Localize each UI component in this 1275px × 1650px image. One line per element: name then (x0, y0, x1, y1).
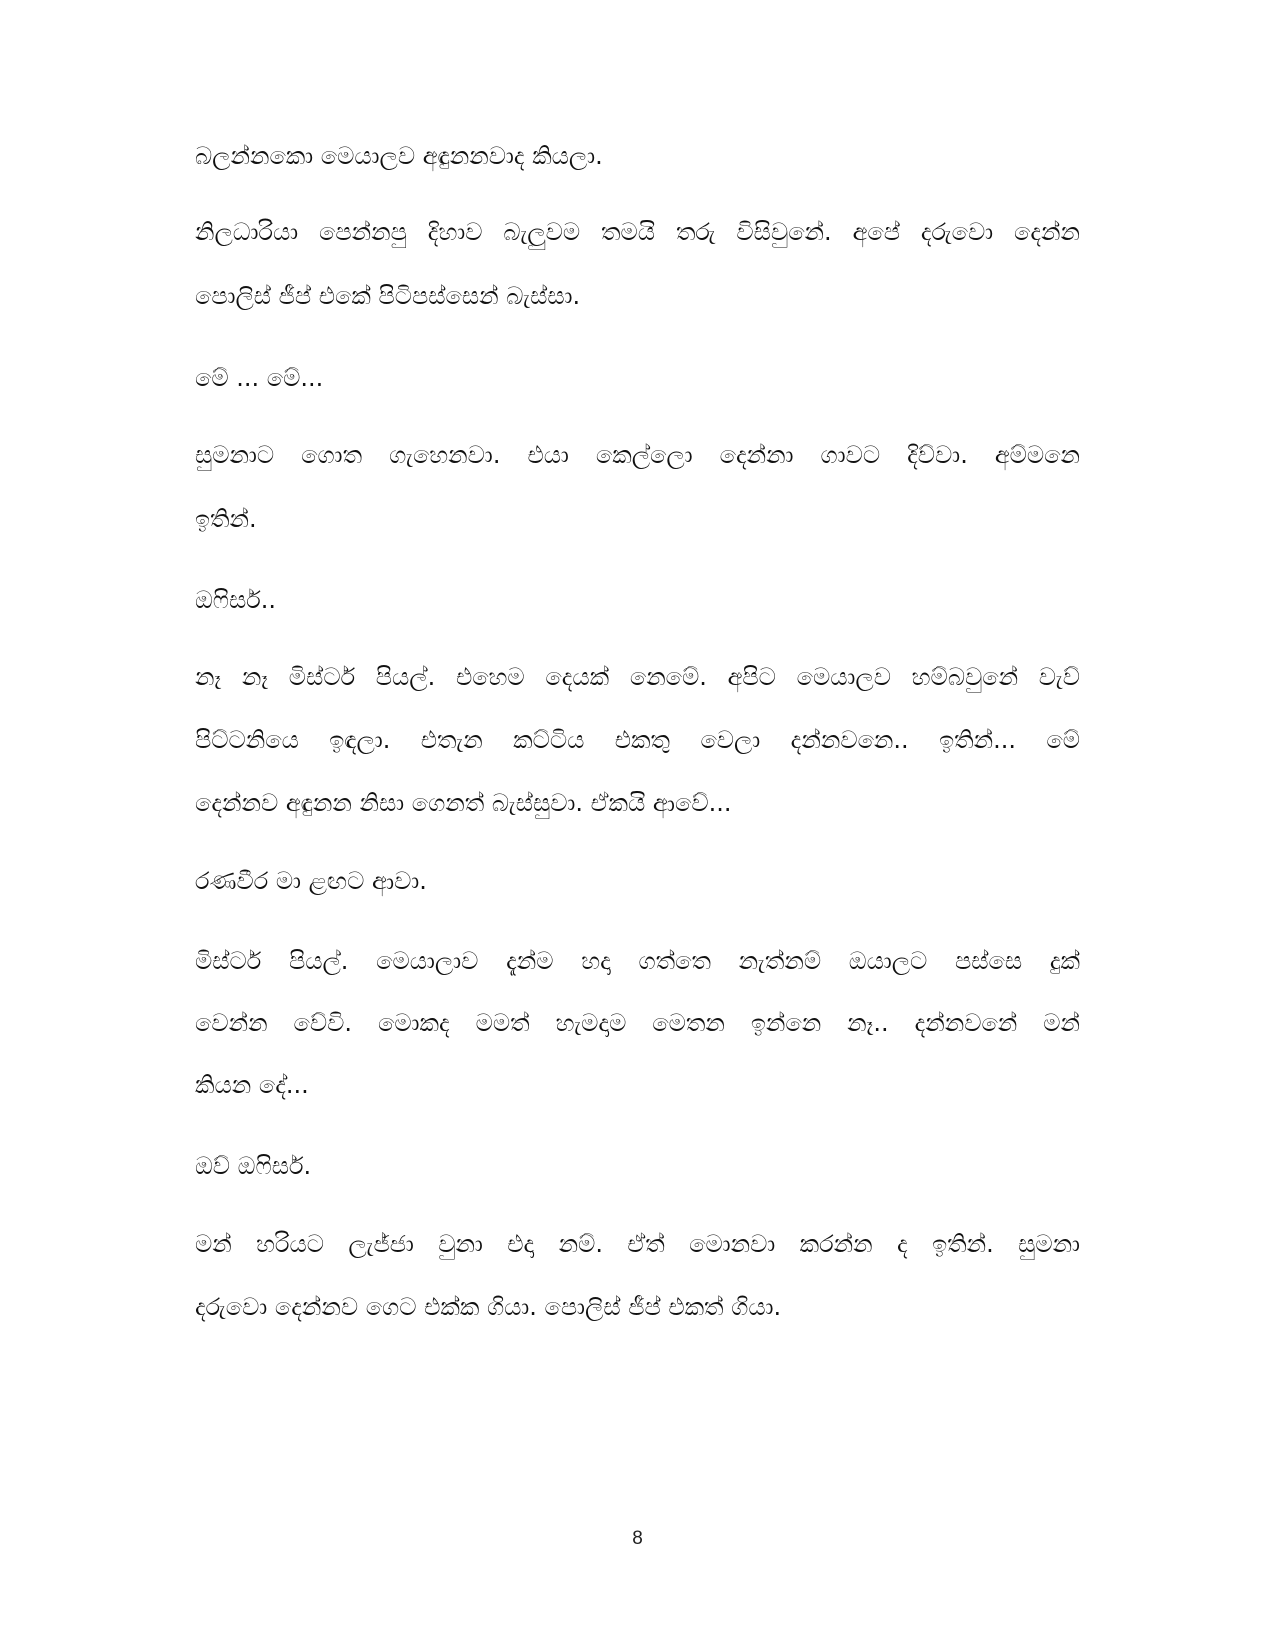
text-line: මේ ... මේ... (195, 364, 324, 392)
text-line: බලන්නකො මෙයාලව අඳුනනවාද කියලා. (195, 142, 603, 170)
text-line: ඉතින්. (195, 505, 257, 533)
text-line: දරුවො දෙන්නව ගෙට එක්ක ගියා. පොලිස් ජීප් එකත් ගියා. (195, 1293, 782, 1321)
text-line: මන් හරියට ලැජ්ජා වුනා එදා නම්. ඒත් මොනවා කරන්න ද ඉතින්. සුමනා (195, 1230, 1080, 1258)
text-line: වෙන්න වේවි. මොකද මමත් හැමදාම මෙතන ඉන්නෙ නෑ.. දන්නවනේ මන් (195, 1009, 1080, 1037)
text-line: මිස්ටර් පියල්. මෙයාලාව දැන්ම හදා ගත්තෙ නැත්නම් ඔයාලට පස්සෙ දුක් (195, 947, 1080, 975)
text-line: දෙන්නව අඳුනන නිසා ගෙනත් බැස්සුවා. ඒකයි ආවේ... (195, 789, 732, 817)
text-line: රණවීර මා ළඟට ආවා. (195, 867, 427, 895)
text-line: නිලධාරියා පෙන්නපු දිහාව බැලුවම තමයි තරු විසිවුනේ. අපේ දරුවො දෙන්න (195, 218, 1080, 246)
text-line: කියන දේ... (195, 1071, 309, 1099)
text-line: පොලිස් ජීප් එකේ පිටිපස්සෙන් බැස්සා. (195, 282, 581, 310)
text-line: නෑ නෑ මිස්ටර් පියල්. එහෙම දෙයක් නෙමේ. අපිට මෙයාලව හම්බවුනේ වැව් (195, 663, 1080, 691)
text-line: සුමනාට ගොත ගැහෙනවා. එයා කෙල්ලො දෙන්නා ගාවට දිව්වා. අම්මනෙ (195, 441, 1080, 469)
text-line: පිට්ටනියෙ ඉඳලා. එතැන කට්ටිය එකතු වෙලා දන්නවනෙ.. ඉතින්... මේ (195, 726, 1080, 754)
page-number: 8 (632, 1528, 643, 1549)
text-line: ඔව් ඔෆිසර්. (195, 1152, 312, 1180)
text-line: ඔෆිසර්.. (195, 586, 277, 614)
